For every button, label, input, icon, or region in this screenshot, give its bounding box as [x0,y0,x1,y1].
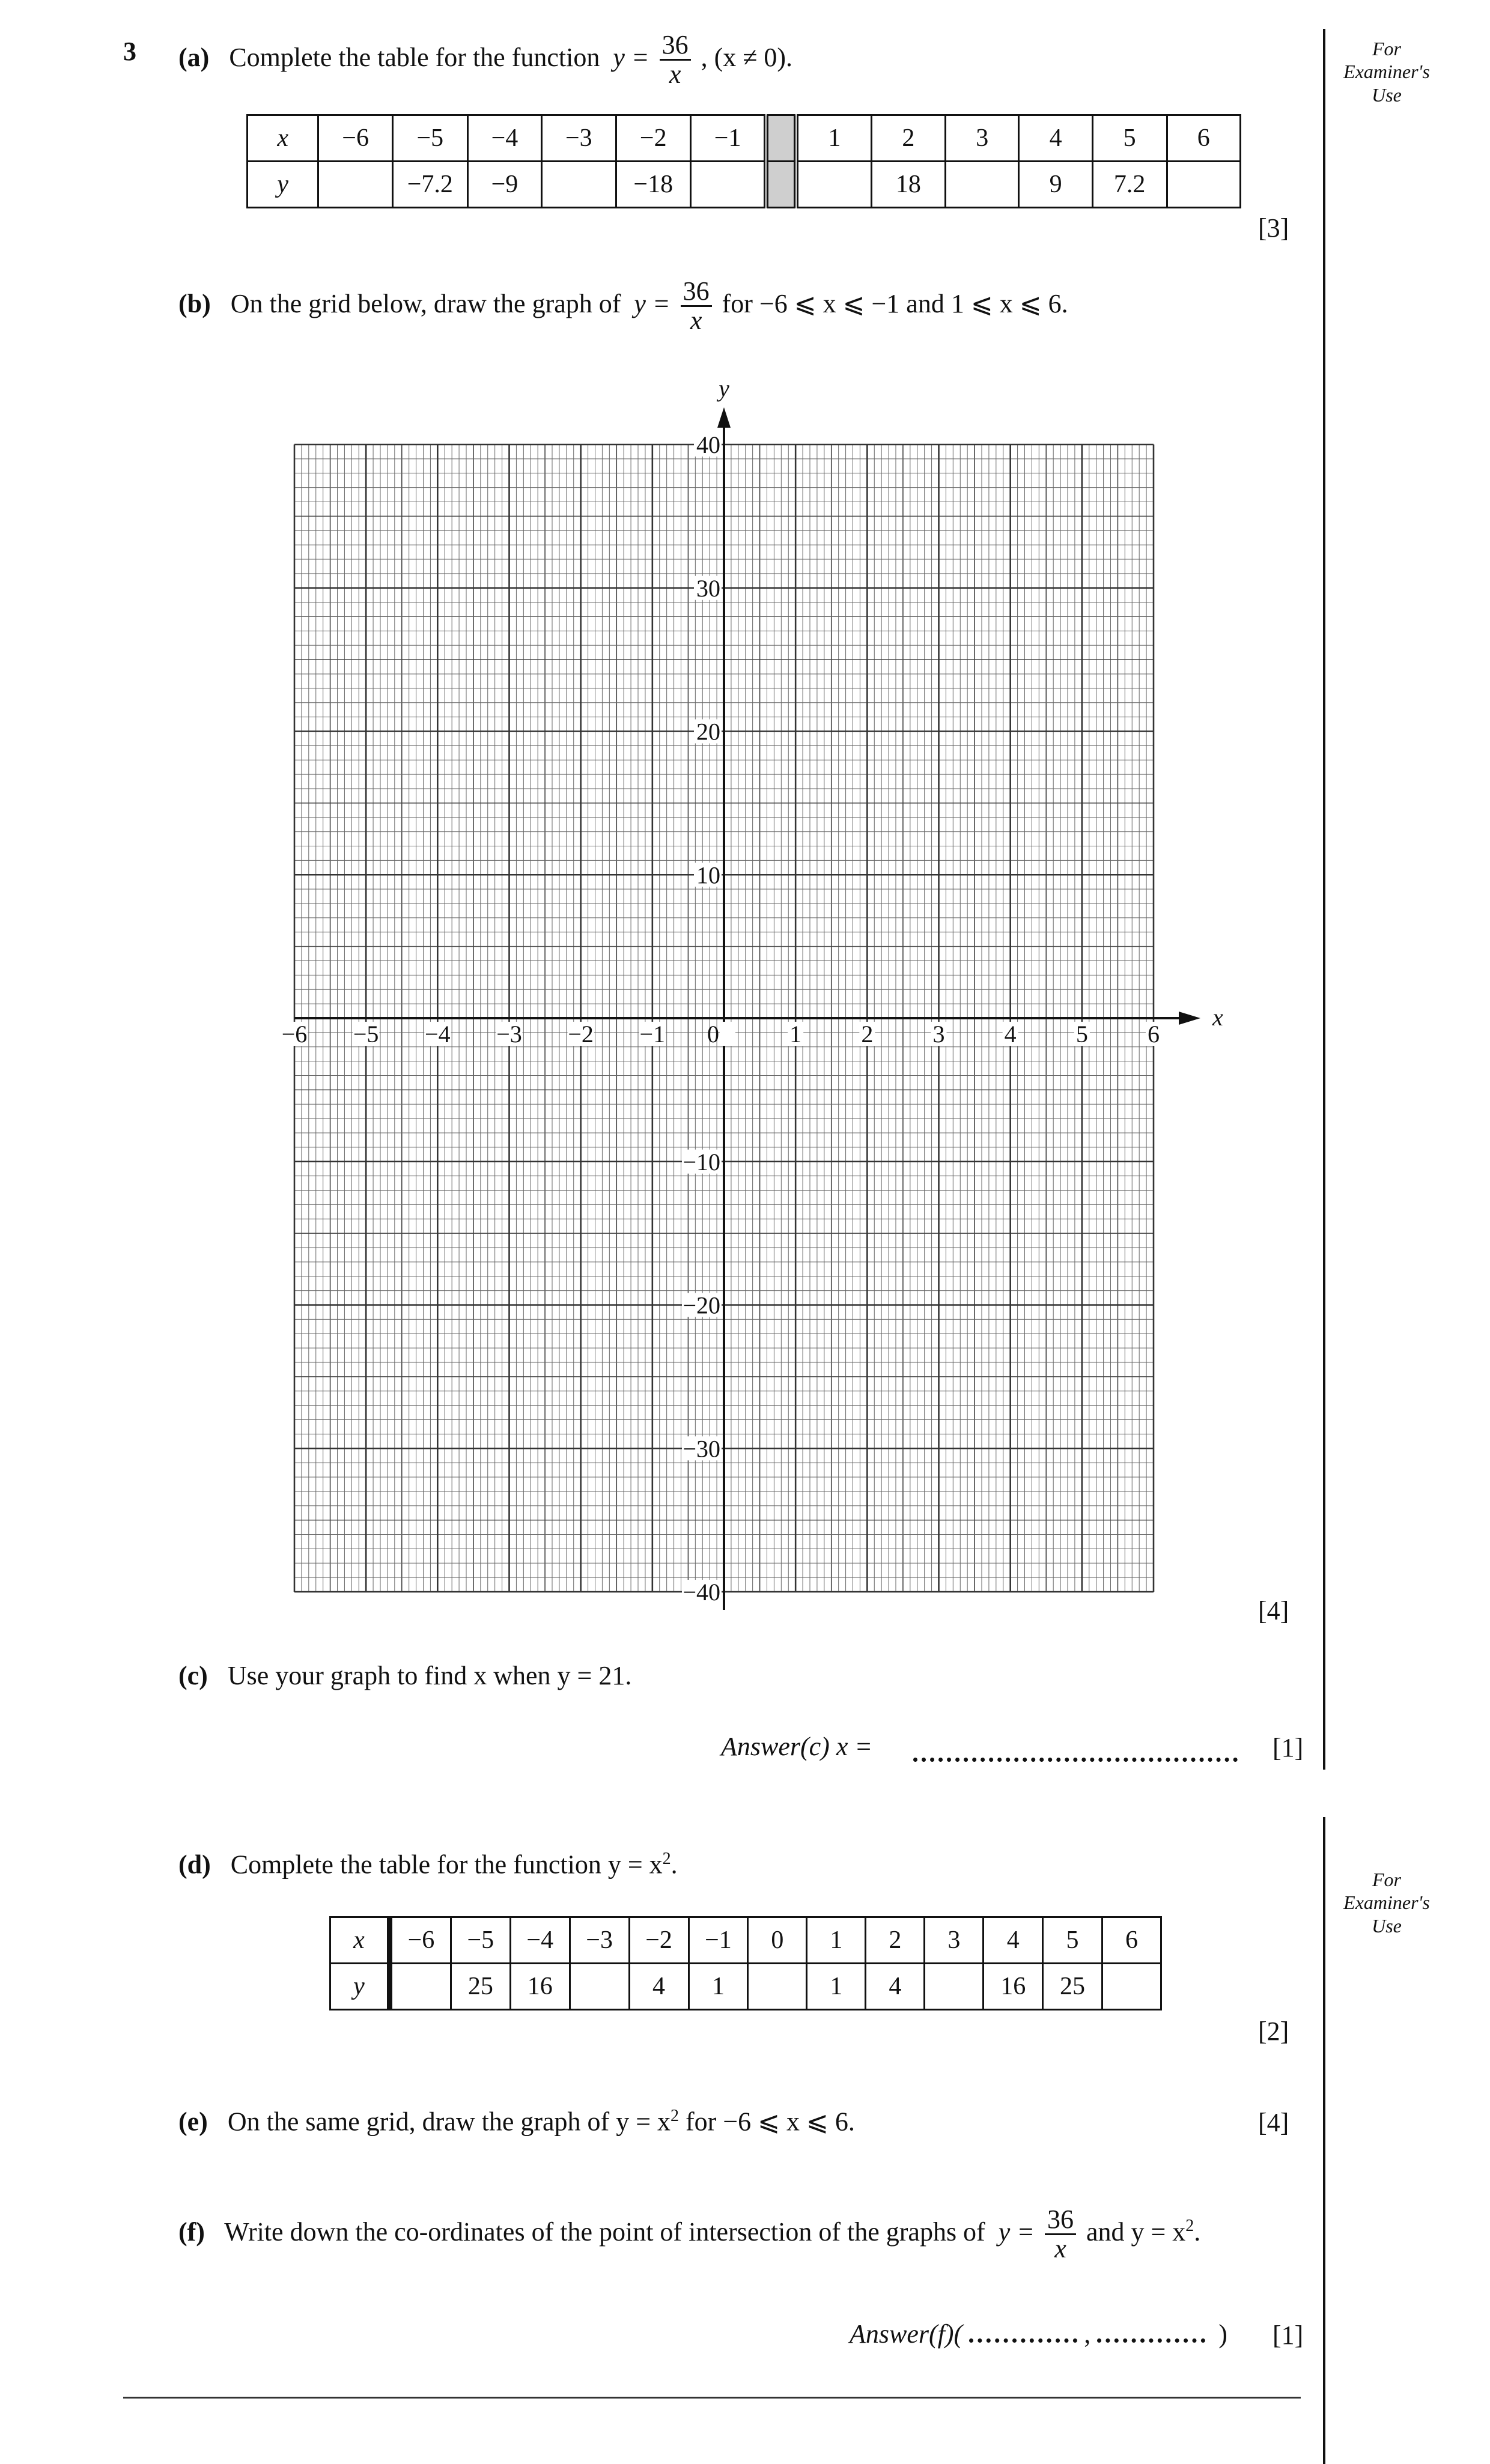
part-c-question: (c) Use your graph to find x when y = 21. [178,1661,632,1690]
examiner-use-label-top: For Examiner's Use [1343,38,1430,106]
table-x-header: x [248,115,318,162]
y-tick-label: 10 [696,861,720,889]
x-tick-label: −5 [353,1021,379,1048]
table-y-input-cell[interactable] [1102,1964,1161,2010]
table-y-input-cell[interactable] [796,162,871,208]
y-tick-label: 40 [696,431,720,458]
table-d [329,1916,1162,2010]
x-axis-arrow [1179,1012,1200,1025]
part-d-label: (d) [178,1850,211,1880]
table-x-cell: 4 [1019,115,1092,162]
graph-grid [264,366,1250,1628]
table-y-input-cell[interactable] [542,162,616,208]
part-e-label: (e) [178,2107,208,2137]
table-y-input-cell[interactable] [1167,162,1240,208]
table-y-cell: 4 [629,1964,689,2010]
examiner-margin-rule-top [1323,29,1325,1770]
x-tick-label: 0 [707,1021,719,1048]
table-y-cell: −18 [616,162,690,208]
x-tick-label: −6 [281,1021,308,1048]
table-y-cell: −7.2 [392,162,467,208]
table-d-y-row [330,1964,1161,2010]
fraction-36-over-x: $\frac{36}{x}$ [1045,2206,1076,2263]
table-x-cell: −3 [542,115,616,162]
answer-c-field[interactable] [913,1754,1238,1765]
x-tick-label: −3 [496,1021,522,1048]
table-x-header: x [330,1917,390,1964]
part-a-question: (a) Complete the table for the function y = $\frac{36}{x}$ , (x ≠ 0). [178,30,793,90]
examiner-use-label-bottom: For Examiner's Use [1343,1869,1430,1937]
part-c-mark: [1] [1273,1733,1304,1762]
x-tick-label: 1 [789,1021,802,1048]
table-shaded-gap-cell [766,162,796,208]
y-axis-label: y [719,375,729,402]
table-x-cell: −5 [392,115,467,162]
table-x-cell: 5 [1043,1917,1102,1964]
tick-label-background [720,1022,735,1046]
table-y-cell: −9 [467,162,541,208]
table-y-cell: 16 [510,1964,570,2010]
table-x-cell: 3 [946,115,1019,162]
table-x-cell: 2 [871,115,945,162]
table-y-cell: 4 [866,1964,925,2010]
table-x-cell: 5 [1092,115,1167,162]
part-b-mark: [4] [1258,1596,1289,1625]
y-tick-label: 30 [696,574,720,602]
part-c-label: (c) [178,1661,208,1690]
table-y-input-cell[interactable] [570,1964,629,2010]
part-b-question: (b) On the grid below, draw the graph of y = $\frac{36}{x}$ for −6 ⩽ x ⩽ −1 and 1 ⩽ x ⩽ 6. [178,276,1068,336]
y-tick-label: −30 [683,1435,720,1463]
table-y-cell: 9 [1019,162,1092,208]
answer-f-label: Answer(f)( [850,2319,963,2349]
table-x-cell: 1 [807,1917,866,1964]
table-x-cell: −2 [629,1917,689,1964]
y-tick-label: −40 [683,1579,720,1606]
part-a-mark: [3] [1258,213,1289,243]
x-tick-label: 2 [861,1021,874,1048]
fraction-36-over-x: $\frac{36}{x}$ [660,31,691,88]
table-x-cell: 3 [925,1917,984,1964]
table-x-cell: 0 [748,1917,807,1964]
table-x-cell: −1 [690,115,766,162]
answer-c-label: Answer(c) x = [721,1732,873,1761]
table-y-input-cell[interactable] [389,1964,451,2010]
table-y-cell: 7.2 [1092,162,1167,208]
table-d-x-row [330,1917,1161,1964]
part-a-label: (a) [178,42,210,72]
answer-f: Answer(f)( , ) [850,2319,1227,2349]
part-f-label: (f) [178,2217,205,2247]
x-tick-label: 5 [1075,1021,1088,1048]
part-d-question: (d) Complete the table for the function $y = x^2$. [178,1850,678,1880]
table-a-x-row [248,115,1241,162]
table-y-cell: 1 [807,1964,866,2010]
table-x-cell: 6 [1102,1917,1161,1964]
part-d-mark: [2] [1258,2016,1289,2046]
question-number: 3 [123,37,136,66]
table-x-cell: −2 [616,115,690,162]
table-x-cell: −6 [318,115,392,162]
table-y-cell: 16 [984,1964,1043,2010]
table-x-cell: −4 [510,1917,570,1964]
table-y-input-cell[interactable] [946,162,1019,208]
table-x-cell: −4 [467,115,541,162]
table-y-cell: 18 [871,162,945,208]
examiner-margin-rule-bottom [1323,1817,1325,2464]
part-f-mark: [1] [1273,2320,1304,2350]
table-y-input-cell[interactable] [690,162,766,208]
table-shaded-gap-cell [766,115,796,162]
x-axis-label: x [1212,1004,1223,1031]
table-y-input-cell[interactable] [925,1964,984,2010]
x-tick-label: 6 [1148,1021,1160,1048]
x-tick-label: −2 [568,1021,594,1048]
table-x-cell: 2 [866,1917,925,1964]
x-tick-label: −1 [639,1021,666,1048]
part-f-question: (f) Write down the co-ordinates of the point of intersection of the graphs of y = $\frac{36}{x}$ and $y = x^2$. [178,2205,1201,2264]
table-y-cell: 25 [451,1964,510,2010]
table-x-cell: 1 [796,115,871,162]
x-tick-label: −4 [425,1021,451,1048]
table-x-cell: 4 [984,1917,1043,1964]
fraction-36-over-x: $\frac{36}{x}$ [681,278,712,335]
answer-f-x-field[interactable] [969,2338,1077,2343]
table-x-cell: 6 [1167,115,1240,162]
table-y-cell: 25 [1043,1964,1102,2010]
table-x-cell: −5 [451,1917,510,1964]
part-e-question: (e) On the same grid, draw the graph of $y = x^2$ for −6 ⩽ x ⩽ 6. [178,2107,855,2137]
table-x-cell: −1 [689,1917,748,1964]
table-x-cell: −3 [570,1917,629,1964]
answer-f-y-field[interactable] [1097,2338,1205,2343]
part-b-label: (b) [178,288,211,318]
y-axis-arrow [717,407,731,428]
x-tick-label: 3 [932,1021,945,1048]
y-tick-label: −10 [683,1148,720,1176]
table-a [246,114,1241,208]
part-e-mark: [4] [1258,2108,1289,2137]
y-tick-label: −20 [683,1291,720,1319]
x-tick-label: 4 [1004,1021,1017,1048]
table-y-input-cell[interactable] [318,162,392,208]
table-y-header: y [248,162,318,208]
table-y-header: y [330,1964,390,2010]
bottom-rule [123,2397,1301,2399]
table-x-cell: −6 [389,1917,451,1964]
table-a-y-row [248,162,1241,208]
table-y-cell: 1 [689,1964,748,2010]
table-y-input-cell[interactable] [748,1964,807,2010]
y-tick-label: 20 [696,718,720,745]
